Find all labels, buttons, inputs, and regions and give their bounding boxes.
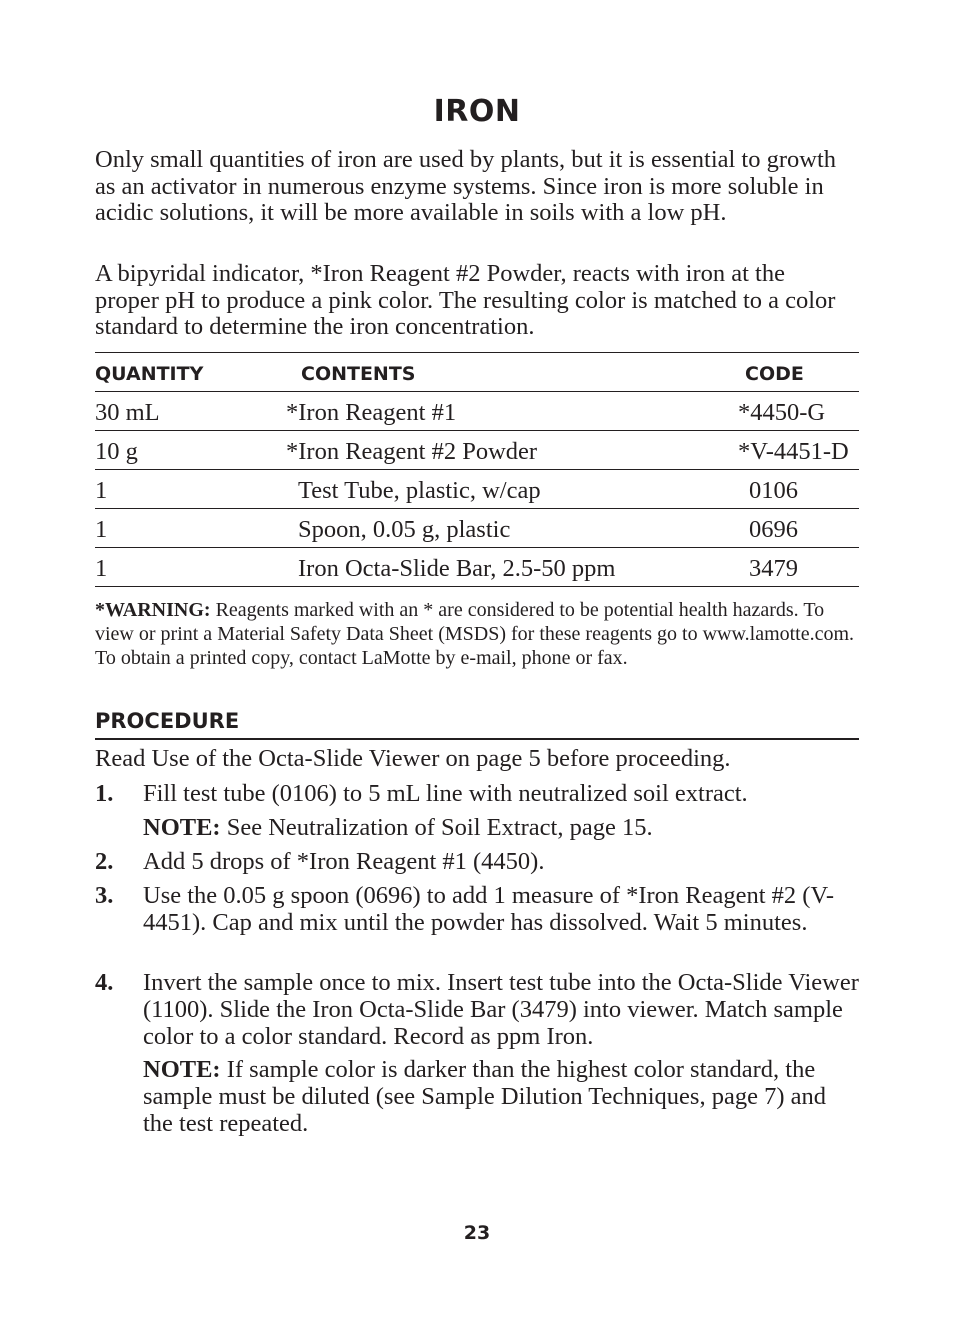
procedure-heading [95,706,859,740]
step-text: Fill test tube (0106) to 5 mL line with neutralized soil extract. [143,780,748,807]
table-row [95,548,859,587]
cell-quantity: 10 g [95,438,138,465]
cell-code: *V-4451-D [738,438,849,465]
step-text: Invert the sample once to mix. Insert test tube into the Octa-Slide Viewer (1100). Slide the Iron Octa-Slide Bar (3479) into viewer. Match sample color to a color standard. Record as ppm Iron. [143,969,859,1050]
step-text: Add 5 drops of *Iron Reagent #1 (4450). [143,848,545,875]
cell-code: *4450-G [738,399,826,426]
note-text: See Neutralization of Soil Extract, page 15. [220,814,653,841]
step-number: 4. [95,969,114,996]
table-header [95,353,859,392]
contents-table [95,352,859,587]
table-row [95,509,859,548]
page-title: IRON [433,94,521,129]
warning-text: Reagents marked with an * are considered to be potential health hazards. To view or print a Material Safety Data Sheet (MSDS) for these reagents go to www.lamotte.com. To obtain a printed copy, contact LaMotte by e-mail, phone or fax. [95,599,855,669]
cell-quantity: 1 [95,516,108,543]
cell-code: 0696 [749,516,798,543]
intro-paragraph-1: Only small quantities of iron are used by plants, but it is essential to growth as an activator in numerous enzyme systems. Since iron is more soluble in acidic solutions, it will be more available in soils with a low pH. [95,146,837,226]
page-number: 23 [463,1222,491,1244]
table-row [95,431,859,470]
note-text: If sample color is darker than the highest color standard, the sample must be diluted (see Sample Dilution Techniques, page 7) and the test repeated. [143,1056,826,1137]
procedure-heading-label: PROCEDURE [95,709,240,733]
cell-code: 0106 [749,477,798,504]
intro-paragraph-2: A bipyridal indicator, *Iron Reagent #2 Powder, reacts with iron at the proper pH to produce a pink color. The resulting color is matched to a color standard to determine the iron concentration. [95,260,836,340]
cell-quantity: 1 [95,477,108,504]
warning-note [95,598,859,670]
note-label: NOTE: [143,1056,221,1083]
header-code: CODE [745,363,804,385]
cell-contents: *Iron Reagent #1 [286,399,457,426]
cell-code: 3479 [749,555,798,582]
cell-quantity: 30 mL [95,399,160,426]
procedure-note [143,814,859,841]
table-row [95,392,859,431]
procedure-note [143,1056,859,1137]
cell-contents: Iron Octa-Slide Bar, 2.5-50 ppm [298,555,616,582]
header-contents: CONTENTS [301,363,416,385]
step-number: 1. [95,780,114,807]
table-row [95,470,859,509]
cell-quantity: 1 [95,555,108,582]
cell-contents: Spoon, 0.05 g, plastic [298,516,511,543]
warning-label: *WARNING: [95,599,211,621]
procedure-intro: Read Use of the Octa-Slide Viewer on page 5 before proceeding. [95,745,731,772]
cell-contents: *Iron Reagent #2 Powder [286,438,538,465]
note-label: NOTE: [143,814,221,841]
cell-contents: Test Tube, plastic, w/cap [298,477,541,504]
step-text: Use the 0.05 g spoon (0696) to add 1 measure of *Iron Reagent #2 (V-4451). Cap and mix until the powder has dissolved. Wait 5 minutes. [143,882,835,936]
step-number: 3. [95,882,114,909]
header-quantity: QUANTITY [95,363,204,385]
step-number: 2. [95,848,114,875]
